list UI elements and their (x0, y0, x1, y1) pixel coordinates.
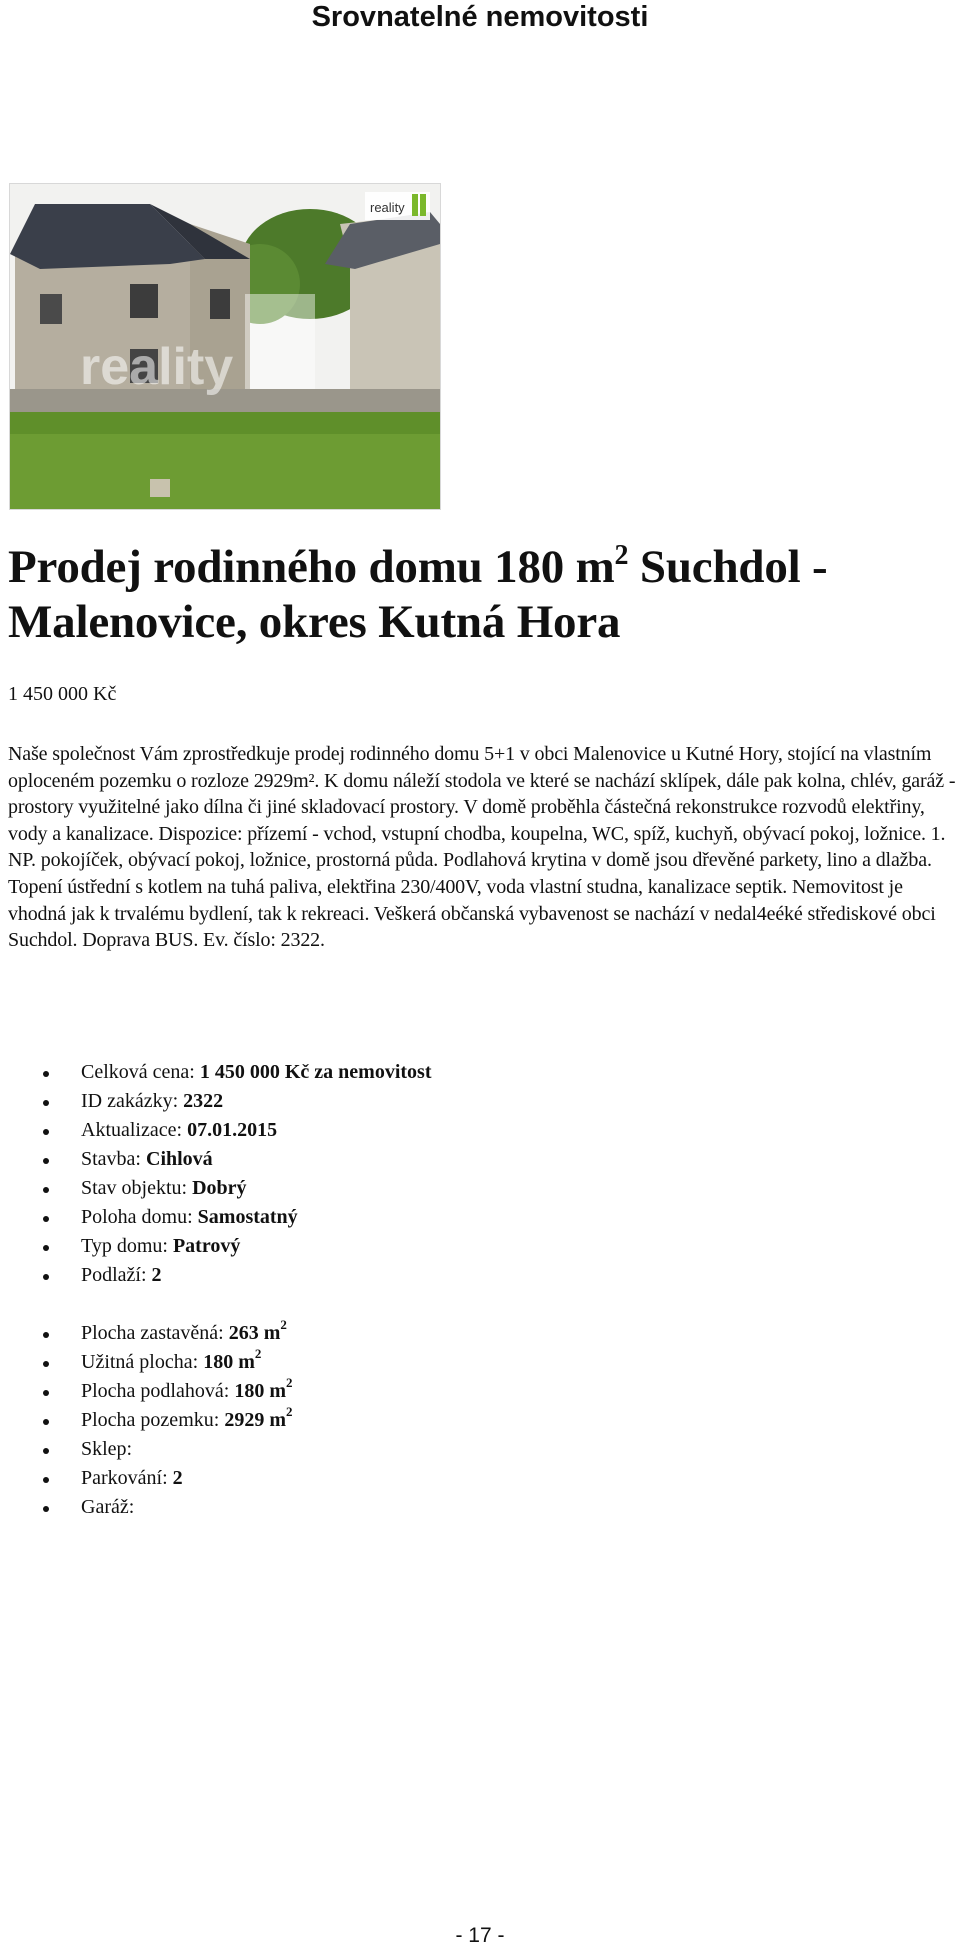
detail-value: 07.01.2015 (187, 1119, 278, 1141)
bullet-icon (43, 1245, 49, 1251)
area-unit-sup: 2 (285, 1375, 293, 1390)
detail-value: 1 450 000 Kč za nemovitost (199, 1061, 432, 1083)
house-illustration (10, 184, 440, 509)
bullet-icon (43, 1071, 49, 1077)
area-item (0, 1406, 292, 1435)
bullet-icon (43, 1361, 49, 1367)
detail-label: Stavba: (81, 1148, 146, 1170)
page-number: - 17 - (455, 1924, 505, 1947)
svg-text:reality: reality (80, 338, 234, 396)
detail-item (0, 1145, 431, 1174)
bullet-icon (43, 1129, 49, 1135)
area-label: Garáž: (81, 1496, 135, 1518)
details-list (0, 1058, 431, 1290)
area-item (0, 1493, 292, 1522)
bullet-icon (43, 1100, 49, 1106)
listing-title-sup: 2 (614, 540, 629, 571)
area-value: 180 m (234, 1380, 286, 1402)
area-item (0, 1464, 292, 1493)
bullet-icon (43, 1274, 49, 1280)
detail-value: Cihlová (146, 1148, 213, 1170)
detail-item (0, 1116, 431, 1145)
detail-label: Typ domu: (81, 1235, 173, 1257)
bullet-icon (43, 1477, 49, 1483)
area-item (0, 1319, 292, 1348)
detail-item (0, 1261, 431, 1290)
bullet-icon (43, 1419, 49, 1425)
bullet-icon (43, 1390, 49, 1396)
detail-item (0, 1174, 431, 1203)
area-item (0, 1377, 292, 1406)
detail-value: 2322 (183, 1090, 224, 1112)
detail-value: Dobrý (192, 1177, 247, 1199)
detail-label: Celková cena: (81, 1061, 200, 1083)
area-value: 2929 m (224, 1409, 286, 1431)
detail-item (0, 1232, 431, 1261)
area-value: 180 m (203, 1351, 255, 1373)
bullet-icon (43, 1158, 49, 1164)
detail-label: Podlaží: (81, 1264, 152, 1286)
area-label: Sklep: (81, 1438, 133, 1460)
bullet-icon (43, 1506, 49, 1512)
bullet-icon (43, 1216, 49, 1222)
detail-item (0, 1203, 431, 1232)
area-label: Plocha pozemku: (81, 1409, 225, 1431)
area-value: 2 (172, 1467, 183, 1489)
bullet-icon (43, 1187, 49, 1193)
detail-item (0, 1058, 431, 1087)
area-value: 263 m (228, 1322, 281, 1344)
detail-label: Poloha domu: (81, 1206, 198, 1228)
bullet-icon (43, 1332, 49, 1338)
listing-description: Naše společnost Vám zprostředkuje prodej rodinného domu 5+1 v obci Malenovice u Kutné Hory, stojící na vlastním oploceném pozemku o rozloze 2929m². K domu náleží stodola ve které se nachází sklípek, dále pak kolna, chlév, garáž - prostory využitelné jako dílna či jiné skladovací prostory. V domě proběhla částečná rekonstrukce rozvodů elektřiny, vody a kanalizace. Dispozice: přízemí - vchod, vstupní chodba, koupelna, WC, spíž, kuchyň, obývací pokoj, ložnice. 1. NP. pokojíček, obývací pokoj, ložnice, prostorná půda. Podlahová krytina v domě jsou dřevěné parkety, lino a dlažba. Topení ústřední s kotlem na tuhá paliva, elektřina 230/400V, voda vlastní studna, kanalizace septik. Nemovitost je vhodná jak k trvalému bydlení, tak k rekreaci. Veškerá občanská vybavenost se nachází v nedal4eéké střediskové obci Suchdol. Doprava BUS. Ev. číslo: 2322. (8, 743, 956, 952)
detail-value: Samostatný (197, 1206, 298, 1228)
listing-title-part1: Prodej rodinného domu 180 m (8, 541, 615, 593)
detail-label: ID zakázky: (81, 1090, 184, 1112)
svg-text:reality: reality (370, 200, 405, 215)
area-unit-sup: 2 (254, 1346, 262, 1361)
area-label: Užitná plocha: (81, 1351, 204, 1373)
area-unit-sup: 2 (280, 1317, 287, 1332)
bullet-icon (43, 1448, 49, 1454)
area-label: Plocha podlahová: (81, 1380, 235, 1402)
page-header-title: Srovnatelné nemovitosti (311, 1, 649, 33)
detail-value: Patrový (172, 1235, 241, 1257)
area-label: Plocha zastavěná: (81, 1322, 229, 1344)
detail-label: Aktualizace: (81, 1119, 188, 1141)
area-label: Parkování: (81, 1467, 173, 1489)
detail-item (0, 1087, 431, 1116)
house-photo (9, 183, 441, 510)
detail-value: 2 (151, 1264, 162, 1286)
listing-title-part2: Suchdol - Malenovice, okres Kutná Hora (8, 541, 828, 648)
listing-title (8, 540, 948, 650)
detail-label: Stav objektu: (81, 1177, 193, 1199)
listing-price: 1 450 000 Kč (8, 683, 117, 705)
areas-list (0, 1319, 292, 1522)
area-item (0, 1348, 292, 1377)
area-item (0, 1435, 292, 1464)
area-unit-sup: 2 (285, 1404, 293, 1419)
